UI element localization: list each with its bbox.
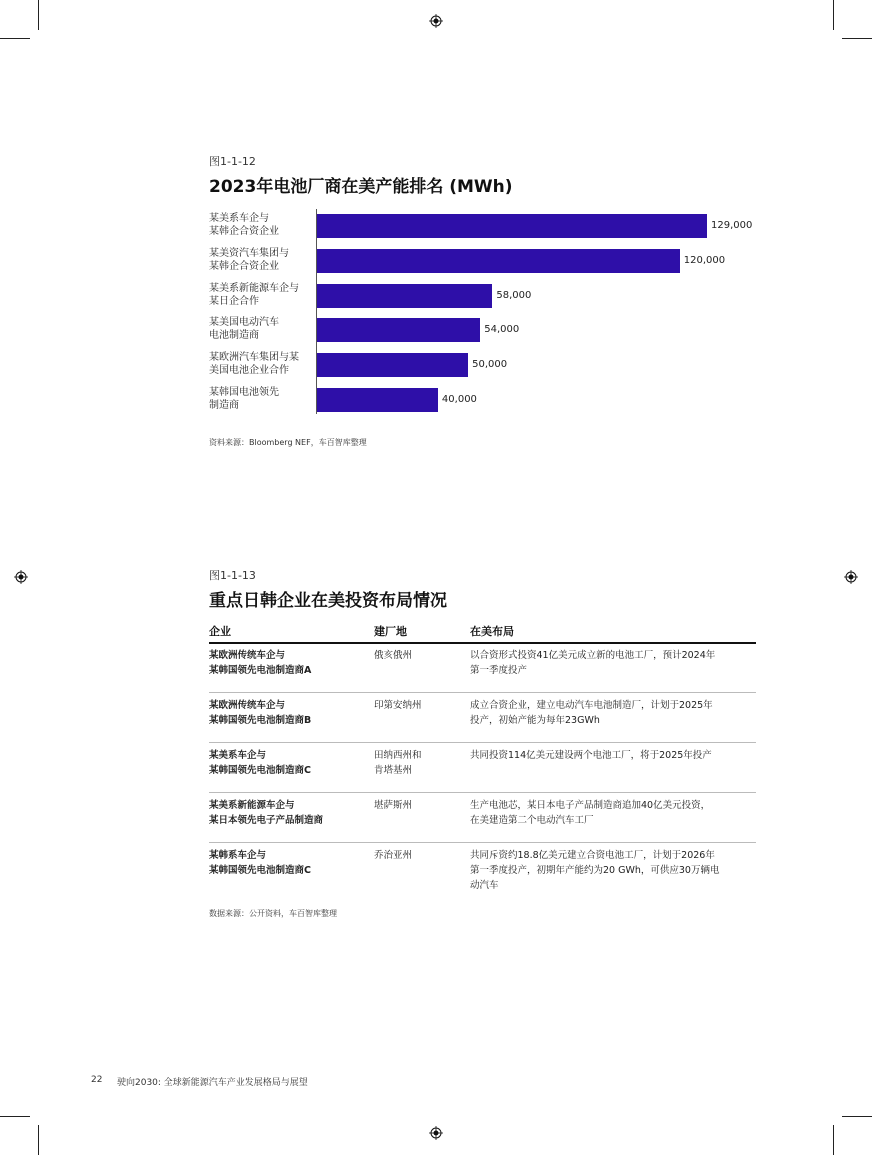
- table-row-divider: [209, 742, 756, 743]
- chart-source: 资料来源：Bloomberg NEF，车百智库整理: [209, 438, 367, 447]
- table-cell-company: 某美系车企与 某韩国领先电池制造商C: [209, 750, 311, 776]
- crop-mark: [0, 1116, 30, 1117]
- table-cell-company: 某美系新能源车企与 某日本领先电子产品制造商: [209, 800, 324, 826]
- table-row-divider: [209, 792, 756, 793]
- category-label: 某美系新能源车企与 某日企合作: [209, 282, 299, 307]
- table-cell-layout: 生产电池芯，某日本电子产品制造商追加40亿美元投资， 在美建造第二个电动汽车工厂: [470, 800, 711, 826]
- crop-mark: [38, 1125, 39, 1155]
- table-cell-layout: 成立合资企业，建立电动汽车电池制造厂，计划于2025年 投产，初始产能为每年23GWh: [470, 700, 713, 726]
- table-cell-site: 乔治亚州: [374, 850, 413, 861]
- category-label: 某美国电动汽车 电池制造商: [209, 317, 279, 342]
- crop-mark: [0, 38, 30, 39]
- figure-title: 重点日韩企业在美投资布局情况: [209, 591, 447, 611]
- crop-mark: [833, 0, 834, 30]
- crop-mark: [842, 1116, 872, 1117]
- bar: [317, 249, 680, 273]
- table-cell-company: 某欧洲传统车企与 某韩国领先电池制造商B: [209, 700, 312, 726]
- table-cell-site: 印第安纳州: [374, 700, 422, 711]
- data-label: 50,000: [472, 359, 508, 371]
- page-number: 22: [91, 1075, 103, 1085]
- table-header-rule: [209, 642, 756, 644]
- data-label: 54,000: [484, 324, 520, 336]
- figure-label: 图1-1-12: [209, 155, 256, 168]
- figure-title: 2023年电池厂商在美产能排名 (MWh): [209, 177, 513, 197]
- table-cell-company: 某欧洲传统车企与 某韩国领先电池制造商A: [209, 650, 312, 676]
- book-title: 驶向2030: 全球新能源汽车产业发展格局与展望: [117, 1078, 308, 1088]
- table-cell-company: 某韩系车企与 某韩国领先电池制造商C: [209, 850, 311, 876]
- figure-label: 图1-1-13: [209, 569, 256, 582]
- bar: [317, 353, 468, 377]
- category-label: 某美资汽车集团与 某韩企合资企业: [209, 247, 289, 272]
- table-cell-site: 堪萨斯州: [374, 800, 413, 811]
- registration-mark-icon: [429, 14, 443, 28]
- data-label: 129,000: [711, 220, 753, 231]
- table-header-layout: 在美布局: [470, 625, 514, 638]
- table-source: 数据来源：公开资料，车百智库整理: [209, 909, 337, 918]
- category-label: 某韩国电池领先 制造商: [209, 387, 279, 411]
- data-label: 58,000: [496, 289, 532, 301]
- bar: [317, 284, 492, 308]
- table-cell-site: 田纳西州和 肯塔基州: [374, 750, 422, 776]
- table-cell-layout: 共同斥资约18.8亿美元建立合资电池工厂，计划于2026年 第一季度投产，初期年产能约为20 GWh，可供应30万辆电 动汽车: [470, 850, 720, 891]
- bar: [317, 388, 438, 412]
- table-header-site: 建厂地: [374, 625, 407, 638]
- table-cell-layout: 共同投资114亿美元建设两个电池工厂，将于2025年投产: [470, 750, 712, 761]
- data-label: 120,000: [683, 254, 726, 266]
- data-label: 40,000: [441, 394, 477, 405]
- registration-mark-icon: [844, 570, 858, 584]
- category-label: 某欧洲汽车集团与某 美国电池企业合作: [209, 352, 299, 377]
- registration-mark-icon: [14, 570, 28, 584]
- crop-mark: [38, 0, 39, 30]
- chart-axis: [316, 209, 317, 414]
- bar: [317, 318, 480, 342]
- table-cell-site: 俄亥俄州: [374, 650, 413, 661]
- table-row-divider: [209, 842, 756, 843]
- bar: [317, 214, 707, 238]
- crop-mark: [833, 1125, 834, 1155]
- category-label: 某美系车企与 某韩企合资企业: [209, 213, 279, 237]
- table-header-company: 企业: [209, 625, 231, 638]
- table-cell-layout: 以合资形式投资41亿美元成立新的电池工厂，预计2024年 第一季度投产: [470, 650, 716, 676]
- table-row-divider: [209, 692, 756, 693]
- registration-mark-icon: [429, 1126, 443, 1140]
- crop-mark: [842, 38, 872, 39]
